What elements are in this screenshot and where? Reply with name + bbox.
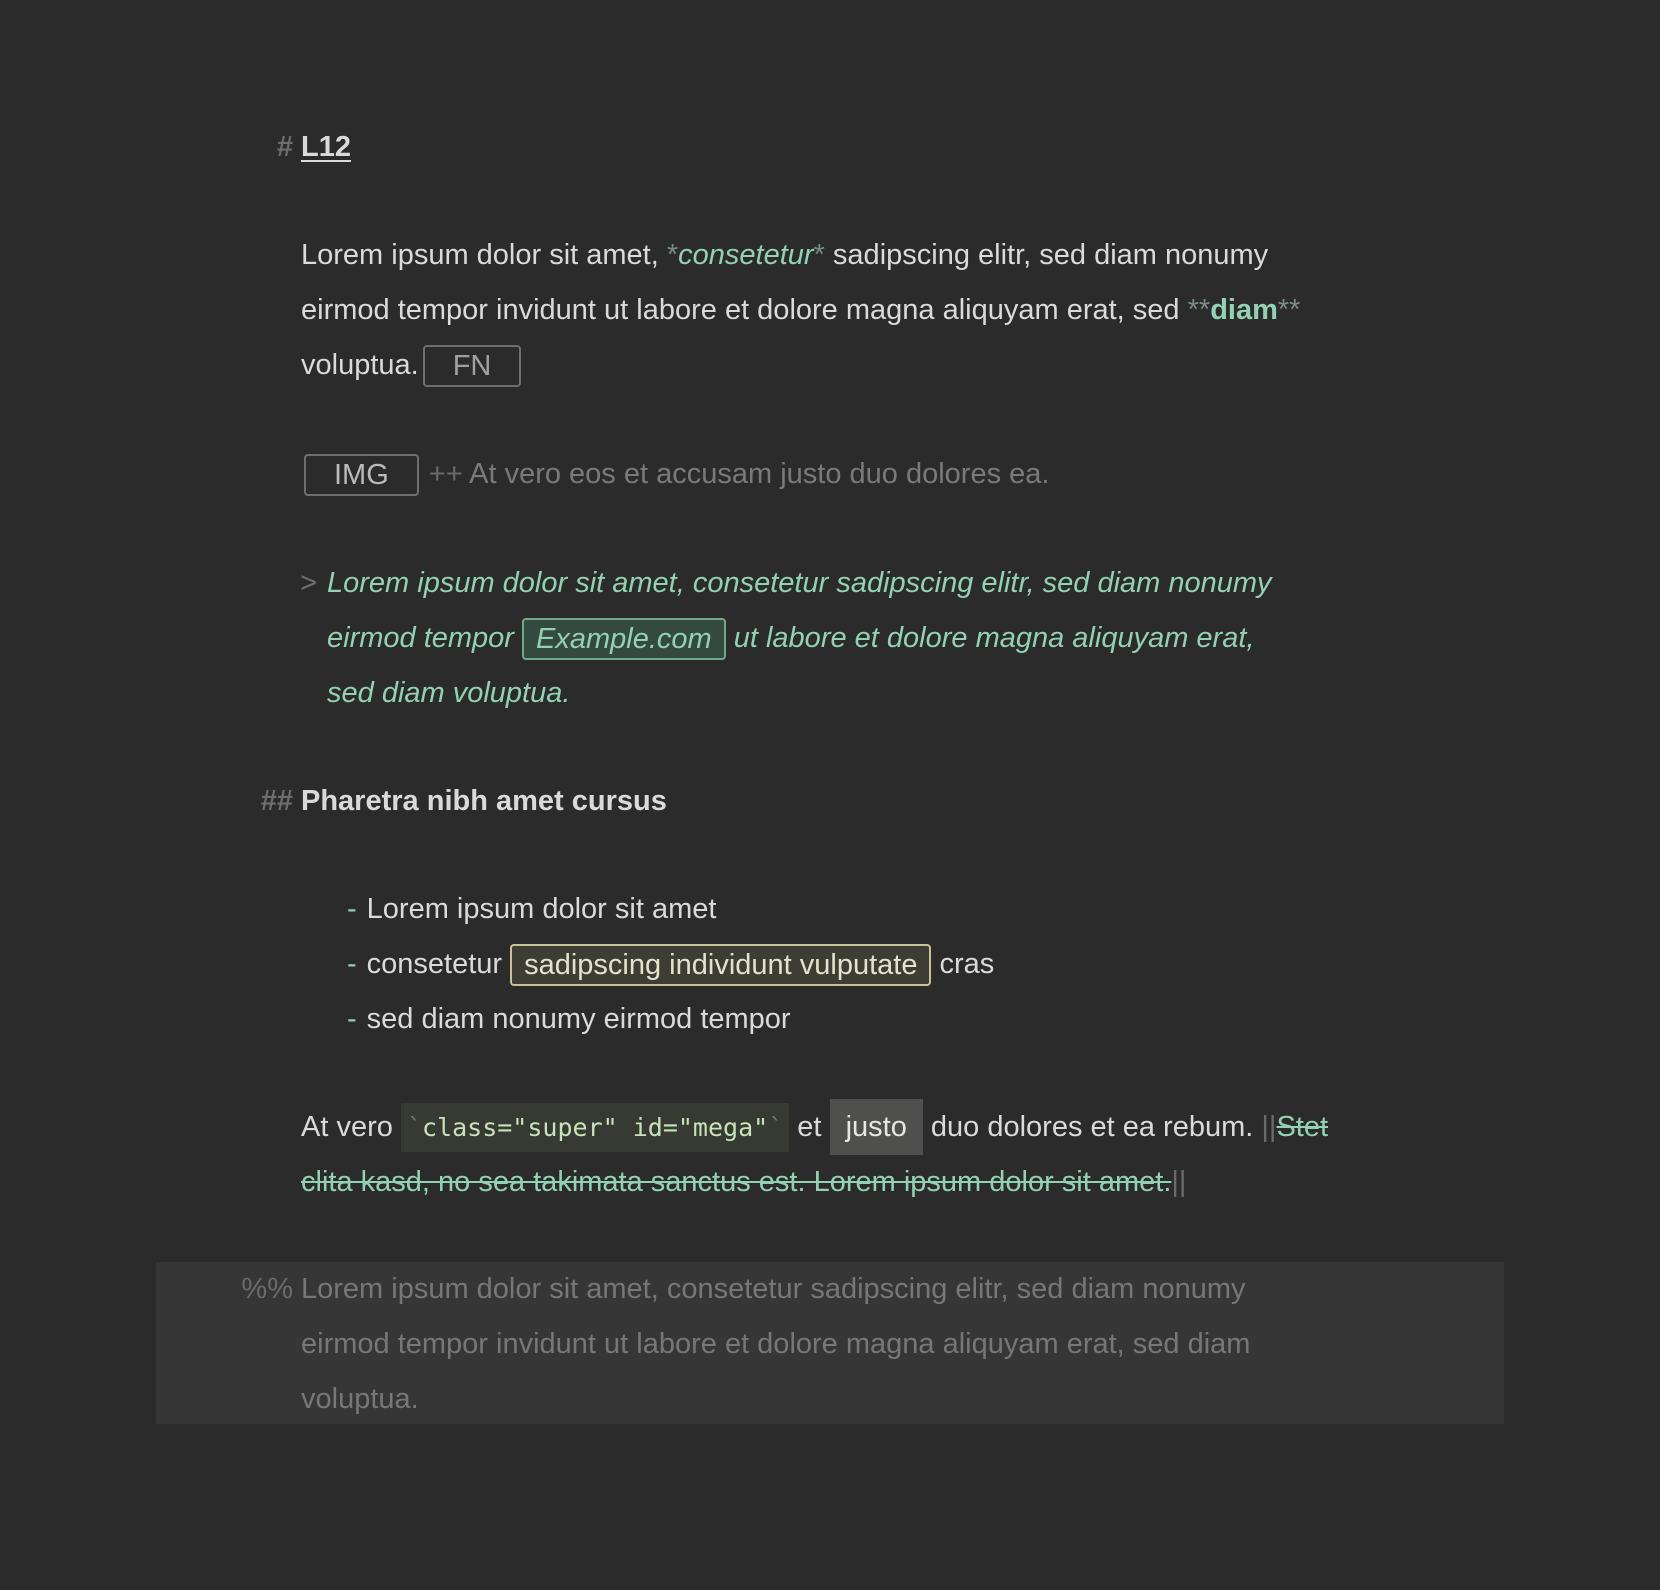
blockquote-marker: >: [300, 567, 317, 599]
heading-2-title: Pharetra nibh amet cursus: [301, 785, 667, 817]
heading-1-title: L12: [301, 131, 351, 163]
paragraph-2-line-1: [301, 1100, 1361, 1155]
strikethrough-text: Stet: [1276, 1111, 1329, 1143]
strikethrough-text: clita kasd, no sea takimata sanctus est. Lorem ipsum dolor sit amet.: [301, 1166, 1172, 1198]
bullet-list[interactable]: [347, 882, 1407, 1047]
blockquote[interactable]: [300, 556, 1387, 721]
comment-line-1: Lorem ipsum dolor sit amet, consetetur sadipscing elitr, sed diam nonumy: [301, 1273, 1246, 1305]
strong-text: diam: [1210, 294, 1278, 326]
strong-close-marker: **: [1277, 294, 1301, 326]
image-tag[interactable]: IMG: [304, 454, 419, 496]
emphasis-text: consetetur: [678, 239, 814, 271]
comment-line-2: eirmod tempor invidunt ut labore et dolore magna aliquyam erat, sed diam: [301, 1328, 1251, 1360]
list-item-text: Lorem ipsum dolor sit amet: [366, 893, 717, 925]
emphasis-open-marker: *: [666, 239, 679, 271]
link[interactable]: Example.com: [522, 618, 726, 660]
code-text: class="super" id="mega": [422, 1113, 769, 1142]
paragraph-2[interactable]: [301, 1100, 1361, 1210]
list-item-text: sed diam nonumy eirmod tempor: [366, 1003, 791, 1035]
heading-2[interactable]: [260, 774, 1361, 829]
list-item-text: consetetur: [366, 948, 503, 980]
comment-marker: %%: [241, 1273, 293, 1305]
list-item[interactable]: [347, 882, 1407, 937]
code-tick: `: [768, 1113, 784, 1142]
paragraph-1[interactable]: [301, 228, 1361, 393]
strong-open-marker: **: [1187, 294, 1211, 326]
paragraph-text: et: [789, 1111, 830, 1143]
heading-2-marker: ##: [260, 785, 293, 817]
paragraph-text: Lorem ipsum dolor sit amet,: [301, 239, 667, 271]
blockquote-text: eirmod tempor: [327, 622, 523, 654]
strikethrough-open-marker: ||: [1261, 1111, 1277, 1143]
list-item[interactable]: [347, 937, 1407, 992]
list-bullet: -: [347, 893, 357, 925]
comment-block[interactable]: [241, 1262, 1361, 1427]
inline-code[interactable]: [401, 1103, 789, 1152]
paragraph-1-line-3: [301, 338, 1361, 393]
paragraph-1-line-2: [301, 283, 1361, 338]
highlight[interactable]: sadipscing individunt vulputate: [510, 944, 931, 986]
paragraph-text: duo dolores et ea rebum.: [922, 1111, 1262, 1143]
paragraph-2-line-2: [301, 1155, 1361, 1210]
heading-1-marker: #: [276, 131, 293, 163]
footnote-tag[interactable]: FN: [423, 345, 522, 387]
blockquote-line-2: [327, 611, 1387, 666]
paragraph-1-line-1: [301, 228, 1361, 283]
paragraph-text: voluptua.: [301, 349, 419, 381]
list-bullet: -: [347, 1003, 357, 1035]
blockquote-line-3: sed diam voluptua.: [327, 677, 571, 709]
image-caption: At vero eos et accusam justo duo dolores ea.: [462, 458, 1050, 490]
blockquote-text: ut labore et dolore magna aliquyam erat,: [725, 622, 1255, 654]
paragraph-text: eirmod tempor invidunt ut labore et dolore magna aliquyam erat, sed: [301, 294, 1188, 326]
emphasis-close-marker: *: [813, 239, 825, 271]
paragraph-text: sadipscing elitr, sed diam nonumy: [824, 239, 1269, 271]
comment-line-3: voluptua.: [301, 1383, 419, 1415]
list-bullet: -: [347, 948, 357, 980]
strikethrough-close-marker: ||: [1171, 1166, 1187, 1198]
image-line[interactable]: [304, 447, 1364, 502]
image-caption-marker: ++: [428, 458, 463, 490]
code-tick: `: [406, 1113, 422, 1142]
paragraph-text: At vero: [301, 1111, 401, 1143]
blockquote-line-1: Lorem ipsum dolor sit amet, consetetur sadipscing elitr, sed diam nonumy: [327, 567, 1272, 599]
list-item[interactable]: [347, 992, 1407, 1047]
list-item-text: cras: [939, 948, 995, 980]
heading-1[interactable]: [276, 120, 1361, 175]
keyboard-key[interactable]: justo: [830, 1099, 923, 1155]
